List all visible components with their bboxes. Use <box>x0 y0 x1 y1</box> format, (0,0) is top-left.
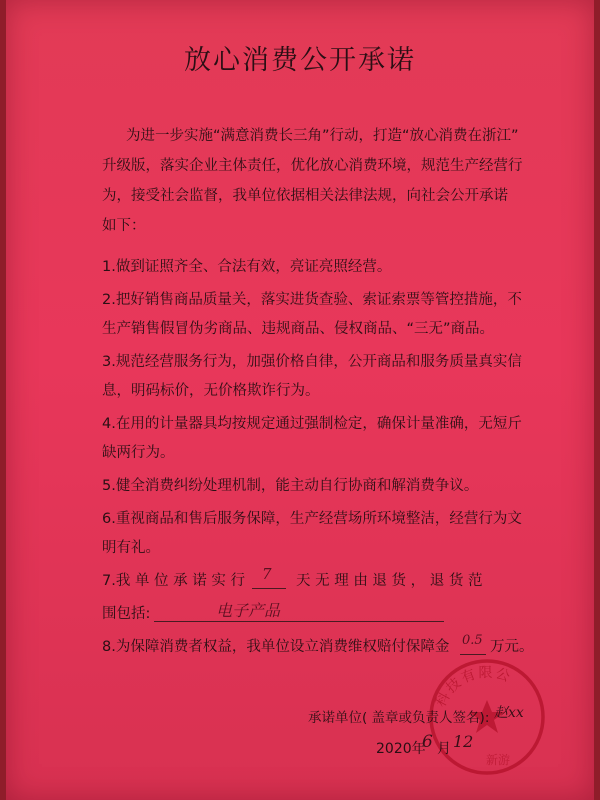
handwritten-signature: 赵xx <box>494 705 524 721</box>
document-title: 放心消费公开承诺 <box>184 45 416 76</box>
item-4-line-1: 4.在用的计量器具均按规定通过强制检定，确保计量准确，无短斤 <box>102 416 522 432</box>
item-6-line-1: 6.重视商品和售后服务保障，生产经营场所环境整洁，经营行为文 <box>102 511 522 527</box>
item-8-amount-value: 0.5 <box>462 633 483 648</box>
item-7-scope-value: 电子产品 <box>216 601 281 620</box>
promise-document <box>6 0 594 800</box>
item-5: 5.健全消费纠纷处理机制，能主动自行协商和解消费争议。 <box>102 478 479 494</box>
item-7-prefix: 7.我 单 位 承 诺 实 行 <box>102 573 245 589</box>
item-1: 1.做到证照齐全、合法有效，亮证亮照经营。 <box>102 259 392 275</box>
date-day: 12 <box>453 732 474 751</box>
sign-label: 承诺单位( 盖章或负责人签名): <box>308 710 490 726</box>
item-3-line-2: 息，明码标价，无价格欺诈行为。 <box>102 383 320 399</box>
item-7-suffix: 天 无 理 由 退 货 ， 退 货 范 <box>296 573 483 589</box>
intro-line-4: 如下： <box>102 218 146 234</box>
item-8-prefix: 8.为保障消费者权益，我单位设立消费维权赔付保障金 <box>102 639 450 655</box>
date-month: 6 <box>422 732 433 752</box>
item-3-line-1: 3.规范经营服务行为，加强价格自律，公开商品和服务质量真实信 <box>102 354 522 370</box>
date-prefix: 2020年 <box>376 741 426 757</box>
item-8-suffix: 万元。 <box>490 639 534 655</box>
item-6-line-2: 明有礼。 <box>102 540 160 556</box>
item-7-line-2: 围包括: <box>102 606 151 622</box>
item-7-scope-underline <box>154 621 444 622</box>
item-7-days-underline <box>252 588 286 589</box>
item-2-line-1: 2.把好销售商品质量关，落实进货查验、索证索票等管控措施，不 <box>102 292 522 308</box>
item-8-amount-underline <box>460 654 486 655</box>
intro-line-1: 为进一步实施“满意消费长三角”行动，打造“放心消费在浙江” <box>126 128 519 144</box>
seal-text: 科技有限公 <box>432 664 514 710</box>
intro-line-2: 升级版，落实企业主体责任，优化放心消费环境，规范生产经营行 <box>102 158 523 174</box>
item-7-days-value: 7 <box>262 565 272 583</box>
item-4-line-2: 缺两行为。 <box>102 445 175 461</box>
item-2-line-2: 生产销售假冒伪劣商品、违规商品、侵权商品、“三无”商品。 <box>102 321 495 337</box>
seal-bottom-text: 新游 <box>485 753 511 767</box>
date-month-label: 月 <box>437 741 451 757</box>
intro-line-3: 为，接受社会监督，我单位依据相关法律法规，向社会公开承诺 <box>102 188 508 204</box>
